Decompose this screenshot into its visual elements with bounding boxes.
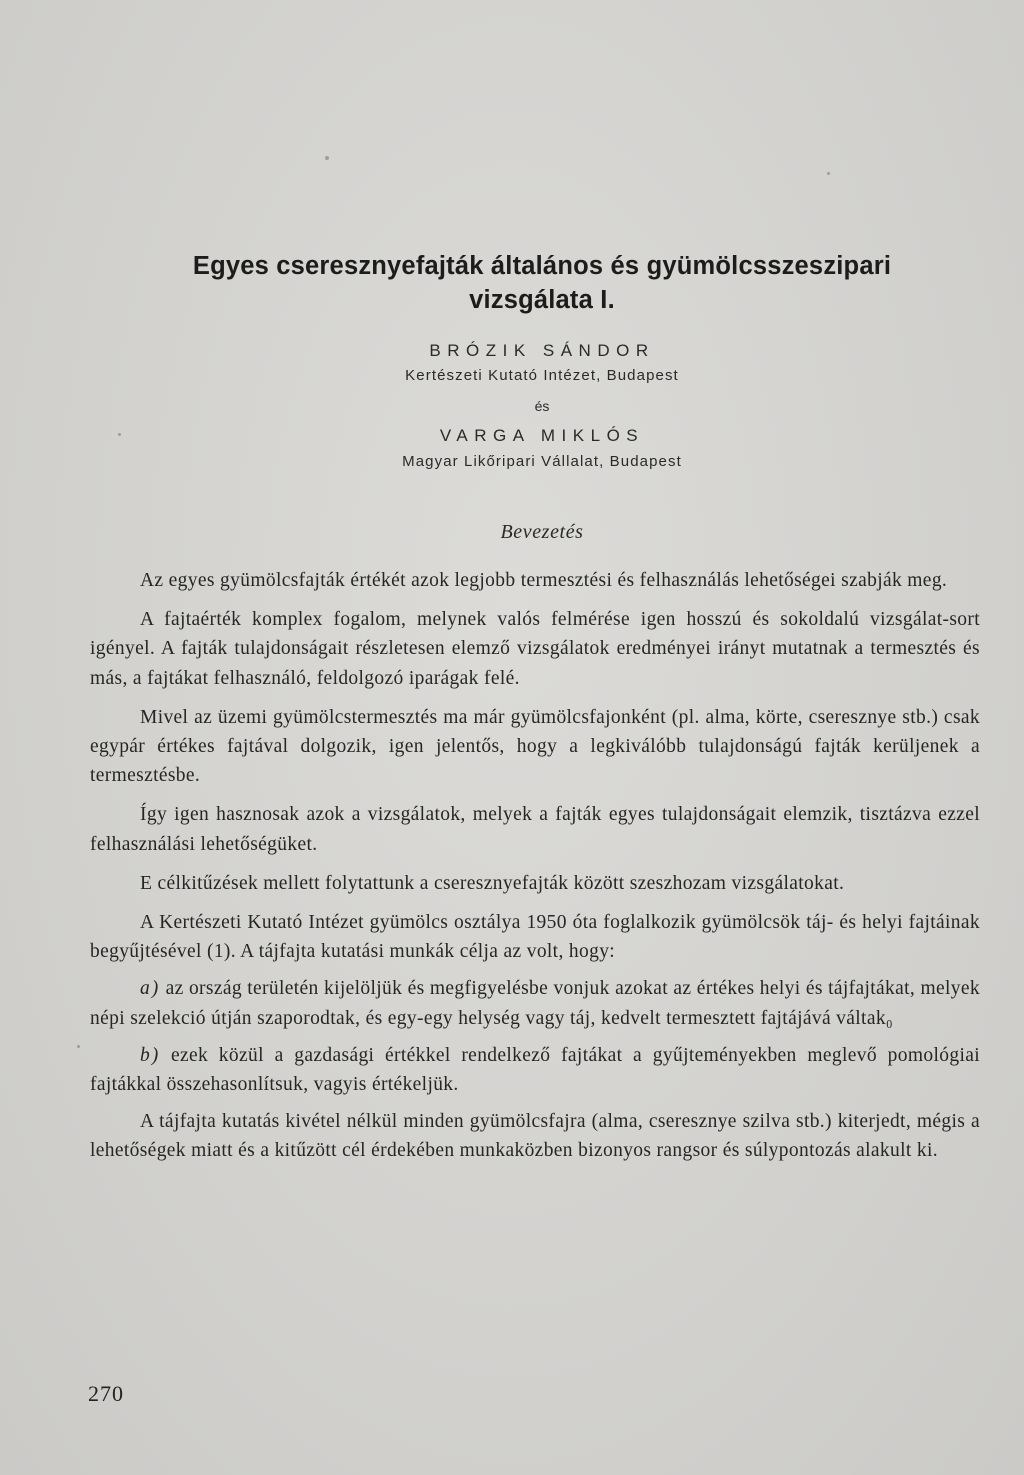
scan-speck (827, 172, 830, 175)
scan-speck (118, 433, 121, 436)
scan-speck (77, 1045, 80, 1048)
paragraph: A Kertészeti Kutató Intézet gyümölcs osztálya 1950 óta foglalkozik gyümölcsök táj- és helyi fajtáinak begyűjtésével (1). A tájfajta kutatási munkák célja az volt, hogy: (90, 912, 980, 963)
list-item (90, 1041, 980, 1099)
paragraph: E célkitűzések mellett folytattunk a cseresznyefajták között szeszhozam vizsgálatokat. (140, 872, 845, 894)
list-item-text: ezek közül a gazdasági értékkel rendelkező fajtákat a gyűjteményekben meglevő pomológiai fajtákkal összehasonlítsuk, vagyis értékeljük. (90, 1044, 980, 1096)
article-title-line-1: Egyes cseresznyefajták általános és gyümölcsszeszipari (192, 252, 892, 280)
author-affiliation: Magyar Likőripari Vállalat, Budapest (402, 453, 682, 470)
article-title-line-2: vizsgálata I. (469, 286, 615, 314)
author-conjunction: és (534, 398, 550, 414)
list-item-label: a) (140, 978, 161, 1000)
paragraph: Így igen hasznosak azok a vizsgálatok, melyek a fajták egyes tulajdonságait elemzik, tisztázva ezzel felhasználási lehetőségüket. (90, 804, 980, 855)
list-item-text: az ország területén kijelöljük és megfigyelésbe vonjuk azokat az értékes helyi és tájfajtákat, melyek népi szelekció útján szaporodtak, és egy-egy helység vagy táj, kedvelt termesztett fajtájává váltak₀ (90, 978, 980, 1029)
author-name: BRÓZIK SÁNDOR (429, 341, 655, 360)
author-affiliation: Kertészeti Kutató Intézet, Budapest (405, 367, 679, 384)
list-item (90, 974, 980, 1032)
author-name: VARGA MIKLÓS (439, 426, 645, 445)
paragraph: Mivel az üzemi gyümölcstermesztés ma már gyümölcsfajonként (pl. alma, körte, cseresznye stb.) csak egypár értékes fajtával dolgozik, igen jelentős, hogy a legkiválóbb tulajdonságú fajták kerüljenek a termesztésbe. (90, 706, 980, 787)
section-heading: Bevezetés (500, 521, 584, 543)
paragraph: Az egyes gyümölcsfajták értékét azok legjobb termesztési és felhasználás lehetőségei szabják meg. (140, 570, 948, 591)
page-number: 270 (88, 1381, 124, 1406)
body-text (90, 566, 980, 1176)
paragraph: A fajtaérték komplex fogalom, melynek valós felmérése igen hosszú és sokoldalú vizsgálat-sort igényel. A fajták tulajdonságait részletesen elemző vizsgálatok eredményei irányt mutatnak a termesztés és más, a fajtákat felhasználó, feldolgozó iparágak felé. (90, 609, 980, 689)
paragraph: A tájfajta kutatás kivétel nélkül minden gyümölcsfajra (alma, cseresznye szilva stb.) kiterjedt, mégis a lehetőségek miatt és a kitűzött cél érdekében munkaközben bizonyos rangsor és súlypontozás alakult ki. (90, 1111, 980, 1162)
scan-speck (325, 156, 329, 160)
list-item-label: b) (140, 1044, 161, 1066)
